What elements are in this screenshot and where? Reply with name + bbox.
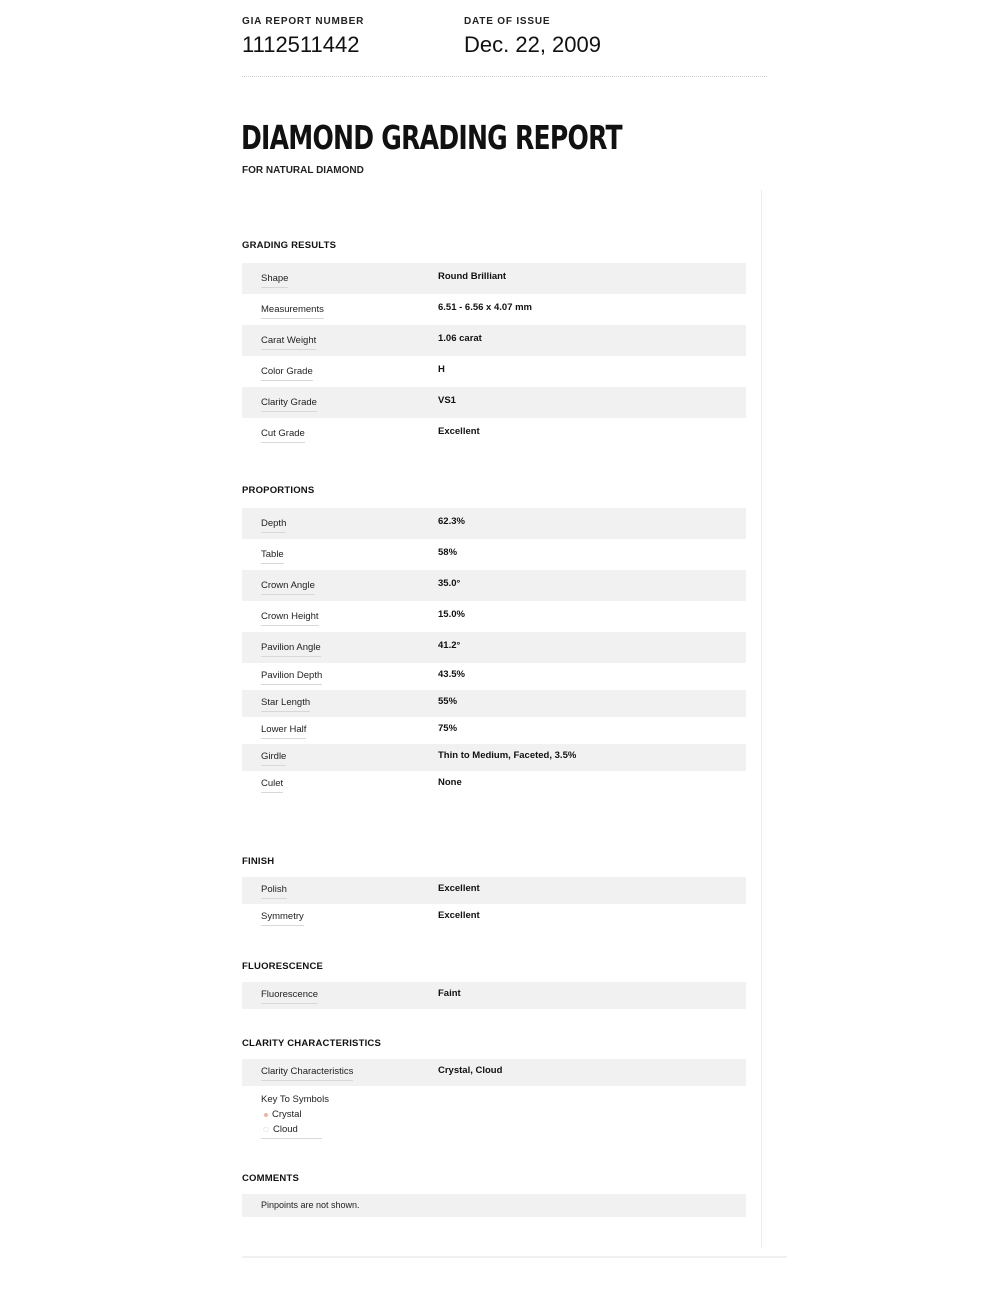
proportion-label: Crown Height [261, 611, 319, 626]
date-of-issue-label: DATE OF ISSUE [464, 16, 551, 27]
grading-row-clarity-grade [242, 387, 746, 418]
fluorescence-value: Faint [438, 988, 461, 999]
comment-text: Pinpoints are not shown. [261, 1200, 360, 1210]
proportion-row-lower-half [242, 717, 746, 744]
proportion-row-pavilion-depth [242, 663, 746, 690]
proportion-row-crown-angle [242, 570, 746, 601]
grading-label: Color Grade [261, 366, 313, 381]
proportion-label: Lower Half [261, 724, 306, 739]
proportion-label: Star Length [261, 697, 310, 712]
proportion-row-crown-height [242, 601, 746, 632]
report-subtitle: FOR NATURAL DIAMOND [242, 165, 364, 176]
report-title: DIAMOND GRADING REPORT [241, 118, 622, 157]
proportion-row-girdle [242, 744, 746, 771]
finish-row-polish [242, 877, 746, 904]
grading-value: Excellent [438, 426, 480, 437]
proportion-label: Pavilion Angle [261, 642, 321, 657]
proportion-value: 35.0° [438, 578, 461, 589]
grading-value: 1.06 carat [438, 333, 482, 344]
fluorescence-label: Fluorescence [261, 989, 318, 1004]
grading-label: Carat Weight [261, 335, 316, 350]
header-divider [242, 76, 767, 77]
grading-row-cut-grade [242, 418, 746, 449]
proportion-value: 15.0% [438, 609, 465, 620]
proportion-value: 58% [438, 547, 458, 558]
key-item-cloud [261, 1124, 322, 1135]
grading-label: Cut Grade [261, 428, 305, 443]
proportions-heading: PROPORTIONS [242, 485, 315, 496]
crystal-symbol-icon [264, 1113, 268, 1117]
proportion-row-star-length [242, 690, 746, 717]
grading-label: Clarity Grade [261, 397, 317, 412]
fluorescence-heading: FLUORESCENCE [242, 961, 324, 972]
right-divider [761, 190, 762, 1248]
grading-label: Shape [261, 273, 288, 288]
clarity-characteristics-label: Clarity Characteristics [261, 1066, 353, 1081]
key-item-label: Cloud [273, 1124, 298, 1135]
proportion-value: 75% [438, 723, 458, 734]
comments-row [242, 1194, 746, 1217]
finish-row-symmetry [242, 904, 746, 931]
comments-heading: COMMENTS [242, 1173, 300, 1184]
fluorescence-row [242, 982, 746, 1009]
proportion-label: Depth [261, 518, 286, 533]
grading-row-carat-weight [242, 325, 746, 356]
clarity-characteristics-value: Crystal, Cloud [438, 1065, 503, 1076]
proportion-value: 55% [438, 696, 458, 707]
grading-row-color-grade [242, 356, 746, 387]
grading-results-heading: GRADING RESULTS [242, 240, 337, 251]
grading-value: H [438, 364, 445, 375]
proportion-value: None [438, 777, 462, 788]
footer-divider [242, 1256, 787, 1258]
proportion-label: Pavilion Depth [261, 670, 322, 685]
finish-label: Polish [261, 884, 287, 899]
proportion-value: Thin to Medium, Faceted, 3.5% [438, 750, 577, 761]
grading-row-measurements [242, 294, 746, 325]
proportion-label: Girdle [261, 751, 286, 766]
finish-value: Excellent [438, 883, 480, 894]
grading-label: Measurements [261, 304, 324, 319]
report-number: 1112511442 [242, 32, 360, 57]
proportion-label: Crown Angle [261, 580, 315, 595]
grading-value: Round Brilliant [438, 271, 507, 282]
grading-value: VS1 [438, 395, 456, 406]
proportion-row-depth [242, 508, 746, 539]
clarity-characteristics-heading: CLARITY CHARACTERISTICS [242, 1038, 382, 1049]
report-number-label: GIA REPORT NUMBER [242, 16, 365, 27]
finish-label: Symmetry [261, 911, 304, 926]
key-to-symbols-title: Key To Symbols [261, 1094, 329, 1105]
proportion-value: 43.5% [438, 669, 465, 680]
key-to-symbols [261, 1094, 329, 1139]
proportion-row-pavilion-angle [242, 632, 746, 663]
proportion-value: 62.3% [438, 516, 465, 527]
proportion-label: Culet [261, 778, 283, 793]
proportion-value: 41.2° [438, 640, 461, 651]
clarity-characteristics-row [242, 1059, 746, 1086]
date-of-issue: Dec. 22, 2009 [464, 32, 601, 57]
key-item-crystal [261, 1109, 322, 1120]
grading-value: 6.51 - 6.56 x 4.07 mm [438, 302, 533, 313]
proportion-row-table [242, 539, 746, 570]
finish-value: Excellent [438, 910, 480, 921]
grading-row-shape [242, 263, 746, 294]
key-item-label: Crystal [272, 1109, 302, 1120]
cloud-symbol-icon [263, 1127, 269, 1132]
proportion-label: Table [261, 549, 284, 564]
finish-heading: FINISH [242, 856, 275, 867]
proportion-row-culet [242, 771, 746, 798]
